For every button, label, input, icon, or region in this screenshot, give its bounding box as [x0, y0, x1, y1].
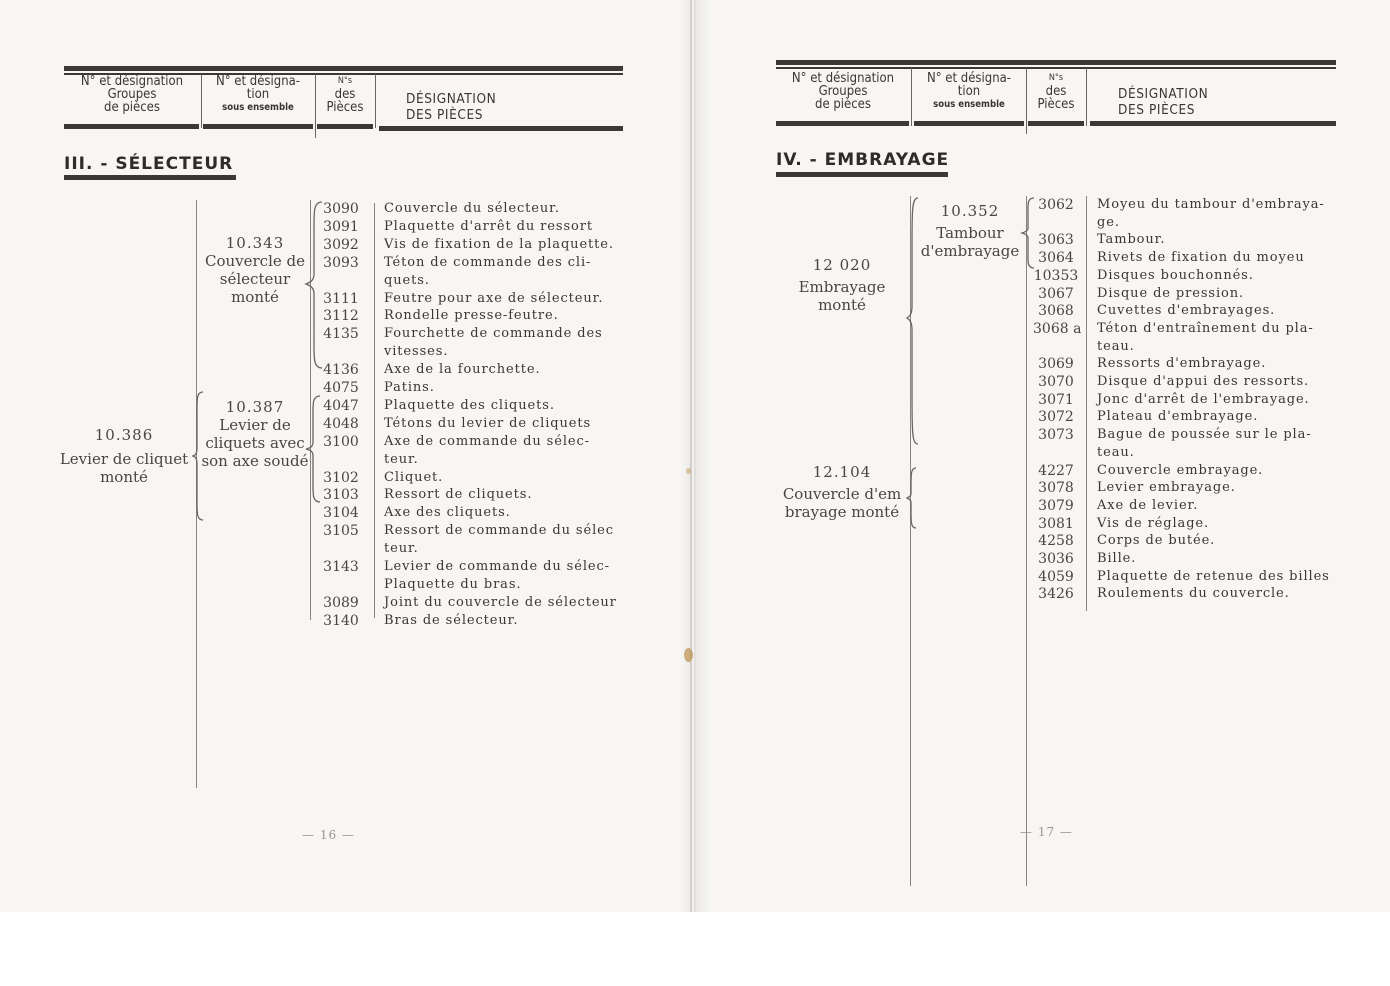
subassembly-number: 10.352: [940, 202, 1000, 220]
header-group-col: [776, 72, 910, 111]
subassembly-label: [198, 234, 312, 306]
part-number: 3063: [1038, 232, 1074, 249]
part-number: 3071: [1038, 391, 1074, 408]
header-text: des: [334, 87, 356, 102]
part-number: 3068 a: [1033, 320, 1082, 337]
header-text: sous ensemble: [222, 102, 294, 113]
part-designation: Disques bouchonnés.: [1097, 267, 1254, 283]
part-designation: Patins.: [384, 380, 435, 395]
header-text: N°s: [337, 76, 353, 86]
header-designation: DÉSIGNATION DES PIÈCES: [1118, 86, 1209, 118]
part-number: 3069: [1038, 356, 1074, 373]
header-designation: DÉSIGNATION DES PIÈCES: [406, 91, 497, 123]
part-number: 3079: [1038, 497, 1074, 514]
group-number: 10.386: [94, 426, 154, 444]
header-text: de pièces: [815, 97, 871, 112]
part-designation: Fourchette de commande des: [384, 326, 603, 342]
group-name: monté: [818, 296, 866, 314]
group-label: [56, 426, 192, 486]
part-designation: Disque d'appui des ressorts.: [1097, 374, 1310, 389]
group-number: 12.104: [812, 463, 872, 481]
part-designation: Levier de commande du sélec-: [384, 559, 610, 574]
part-number: 4075: [323, 380, 359, 396]
page-16: [0, 0, 692, 912]
header-text: N° et désignation: [80, 74, 184, 89]
subassembly-name: d'embrayage: [920, 242, 1020, 260]
part-designation: Axe de levier.: [1097, 497, 1199, 513]
header-text: Groupes: [107, 87, 157, 102]
part-number: 3140: [323, 612, 359, 629]
page-17: [694, 0, 1390, 912]
subassembly-name: son axe soudé: [201, 452, 309, 470]
part-designation: Téton d'entraînement du pla-: [1097, 320, 1314, 336]
part-number: 3078: [1038, 480, 1074, 497]
part-designation: Axe des cliquets.: [384, 505, 511, 521]
group-number: 12 020: [812, 256, 872, 274]
part-number: 4136: [323, 362, 359, 379]
part-number: 3104: [323, 505, 359, 522]
page-number: — 16 —: [302, 828, 355, 842]
subassembly-name: Tambour: [936, 224, 1004, 242]
part-number: 3102: [323, 469, 359, 486]
part-number: 3093: [323, 254, 359, 271]
part-number: 3112: [323, 308, 359, 325]
subassembly-name: Couvercle de: [204, 252, 305, 270]
header-text: des: [1045, 84, 1067, 99]
header-text: Groupes: [818, 84, 868, 99]
part-number: 3070: [1038, 374, 1074, 390]
header-text: tion: [246, 87, 270, 102]
part-designation: Corps de butée.: [1097, 533, 1216, 549]
part-number: 3072: [1038, 409, 1074, 426]
part-designation: Feutre pour axe de sélecteur.: [384, 290, 604, 306]
subassembly-name: monté: [231, 288, 279, 306]
part-number: 3111: [323, 290, 359, 307]
part-number: 10353: [1033, 267, 1079, 284]
part-number: 3089: [323, 594, 359, 611]
part-designation: ge.: [1097, 214, 1120, 230]
subassembly-number: 10.343: [225, 234, 285, 252]
part-designation: Ressort de cliquets.: [384, 487, 533, 503]
part-designation: Plaquette du bras.: [384, 576, 522, 592]
part-designation: Moyeu du tambour d'embraya-: [1097, 197, 1325, 212]
part-number: 3064: [1038, 250, 1074, 267]
group-name: Embrayage: [798, 278, 886, 296]
header-group-col: [64, 75, 200, 114]
part-number: 3091: [323, 218, 359, 235]
part-designation: Ressort de commande du sélec: [384, 523, 614, 539]
part-designation: Ressorts d'embrayage.: [1097, 356, 1267, 372]
part-designation: Levier embrayage.: [1097, 480, 1236, 496]
part-number: 4048: [323, 415, 359, 432]
part-designation: Jonc d'arrêt de l'embrayage.: [1097, 391, 1310, 407]
part-number: 3090: [323, 201, 359, 217]
part-number: 4135: [323, 326, 359, 343]
part-number: 3105: [323, 523, 359, 540]
part-designation: Roulements du couvercle.: [1097, 586, 1290, 602]
header-text: de pièces: [104, 100, 160, 115]
section-title: III. - SÉLECTEUR: [64, 154, 234, 174]
part-number: 3036: [1038, 551, 1074, 567]
part-number: 4047: [323, 397, 359, 414]
header-text: sous ensemble: [933, 99, 1005, 110]
part-designation: Vis de fixation de la plaquette.: [384, 236, 614, 252]
part-designation: Téton de commande des cli-: [384, 254, 592, 270]
subassembly-label: [198, 398, 312, 470]
part-number: 3143: [323, 559, 359, 575]
part-number: 3426: [1038, 586, 1074, 603]
part-designation: vitesses.: [384, 344, 449, 360]
part-number: 3100: [323, 433, 359, 450]
header-number-col: [317, 75, 373, 114]
part-designation: Rondelle presse-feutre.: [384, 308, 559, 324]
subassembly-name: cliquets avec: [205, 434, 305, 452]
part-number: 3092: [323, 236, 359, 253]
part-designation: Plaquette d'arrêt du ressort: [384, 218, 593, 234]
part-designation: teau.: [1097, 338, 1135, 354]
header-subassembly-col: [913, 72, 1025, 111]
part-designation: Plateau d'embrayage.: [1097, 409, 1259, 425]
part-designation: Cliquet.: [384, 469, 444, 485]
part-number: 4258: [1038, 533, 1074, 550]
part-number: 3103: [323, 487, 359, 504]
part-designation: Couvercle embrayage.: [1097, 462, 1264, 478]
header-text: N° et désignation: [791, 71, 895, 86]
subassembly-label: [914, 202, 1026, 260]
part-designation: Plaquette de retenue des billes: [1097, 568, 1330, 584]
subassembly-name: Levier de: [219, 416, 291, 434]
part-designation: Axe de commande du sélec-: [384, 433, 590, 449]
part-designation: Bras de sélecteur.: [384, 612, 519, 628]
subassembly-number: 10.387: [225, 398, 285, 416]
part-number: 3081: [1038, 515, 1074, 532]
part-designation: Disque de pression.: [1097, 285, 1245, 301]
part-designation: Tambour.: [1097, 232, 1166, 248]
part-number: 3062: [1038, 197, 1074, 213]
part-number: 3073: [1038, 427, 1074, 444]
group-label: [772, 463, 912, 521]
part-designation: teur.: [384, 541, 419, 557]
group-name: brayage monté: [784, 503, 900, 521]
header-text: N° et désigna-: [216, 74, 300, 89]
group-label: [772, 256, 912, 314]
part-designation: Bague de poussée sur le pla-: [1097, 427, 1312, 443]
header-text: N° et désigna-: [927, 71, 1011, 86]
header-text: tion: [957, 84, 981, 99]
part-designation: teur.: [384, 451, 419, 467]
part-designation: Tétons du levier de cliquets: [384, 415, 592, 431]
part-designation: Rivets de fixation du moyeu: [1097, 250, 1305, 266]
part-designation: teau.: [1097, 444, 1135, 460]
part-designation: Axe de la fourchette.: [384, 362, 541, 378]
page-number: — 17 —: [1020, 825, 1073, 839]
part-number: 3068: [1038, 303, 1074, 320]
part-designation: Plaquette des cliquets.: [384, 397, 555, 413]
header-text: N°s: [1048, 73, 1064, 83]
subassembly-name: sélecteur: [219, 270, 291, 288]
part-number: 4059: [1038, 568, 1074, 585]
header-text: Pièces: [326, 100, 364, 115]
part-designation: Vis de réglage.: [1097, 515, 1210, 531]
group-name: Couvercle d'em: [782, 485, 902, 503]
part-designation: Joint du couvercle de sélecteur: [384, 594, 617, 610]
part-number: 4227: [1038, 462, 1074, 479]
part-designation: quets.: [384, 272, 430, 288]
group-name: Levier de cliquet: [59, 450, 189, 468]
part-designation: Cuvettes d'embrayages.: [1097, 303, 1276, 319]
group-name: monté: [100, 468, 148, 486]
part-designation: Bille.: [1097, 551, 1137, 566]
header-number-col: [1028, 72, 1084, 111]
header-subassembly-col: [203, 75, 313, 114]
part-number: 3067: [1038, 285, 1074, 302]
part-designation: Couvercle du sélecteur.: [384, 201, 560, 216]
header-text: Pièces: [1037, 97, 1075, 112]
section-title: IV. - EMBRAYAGE: [776, 150, 950, 170]
